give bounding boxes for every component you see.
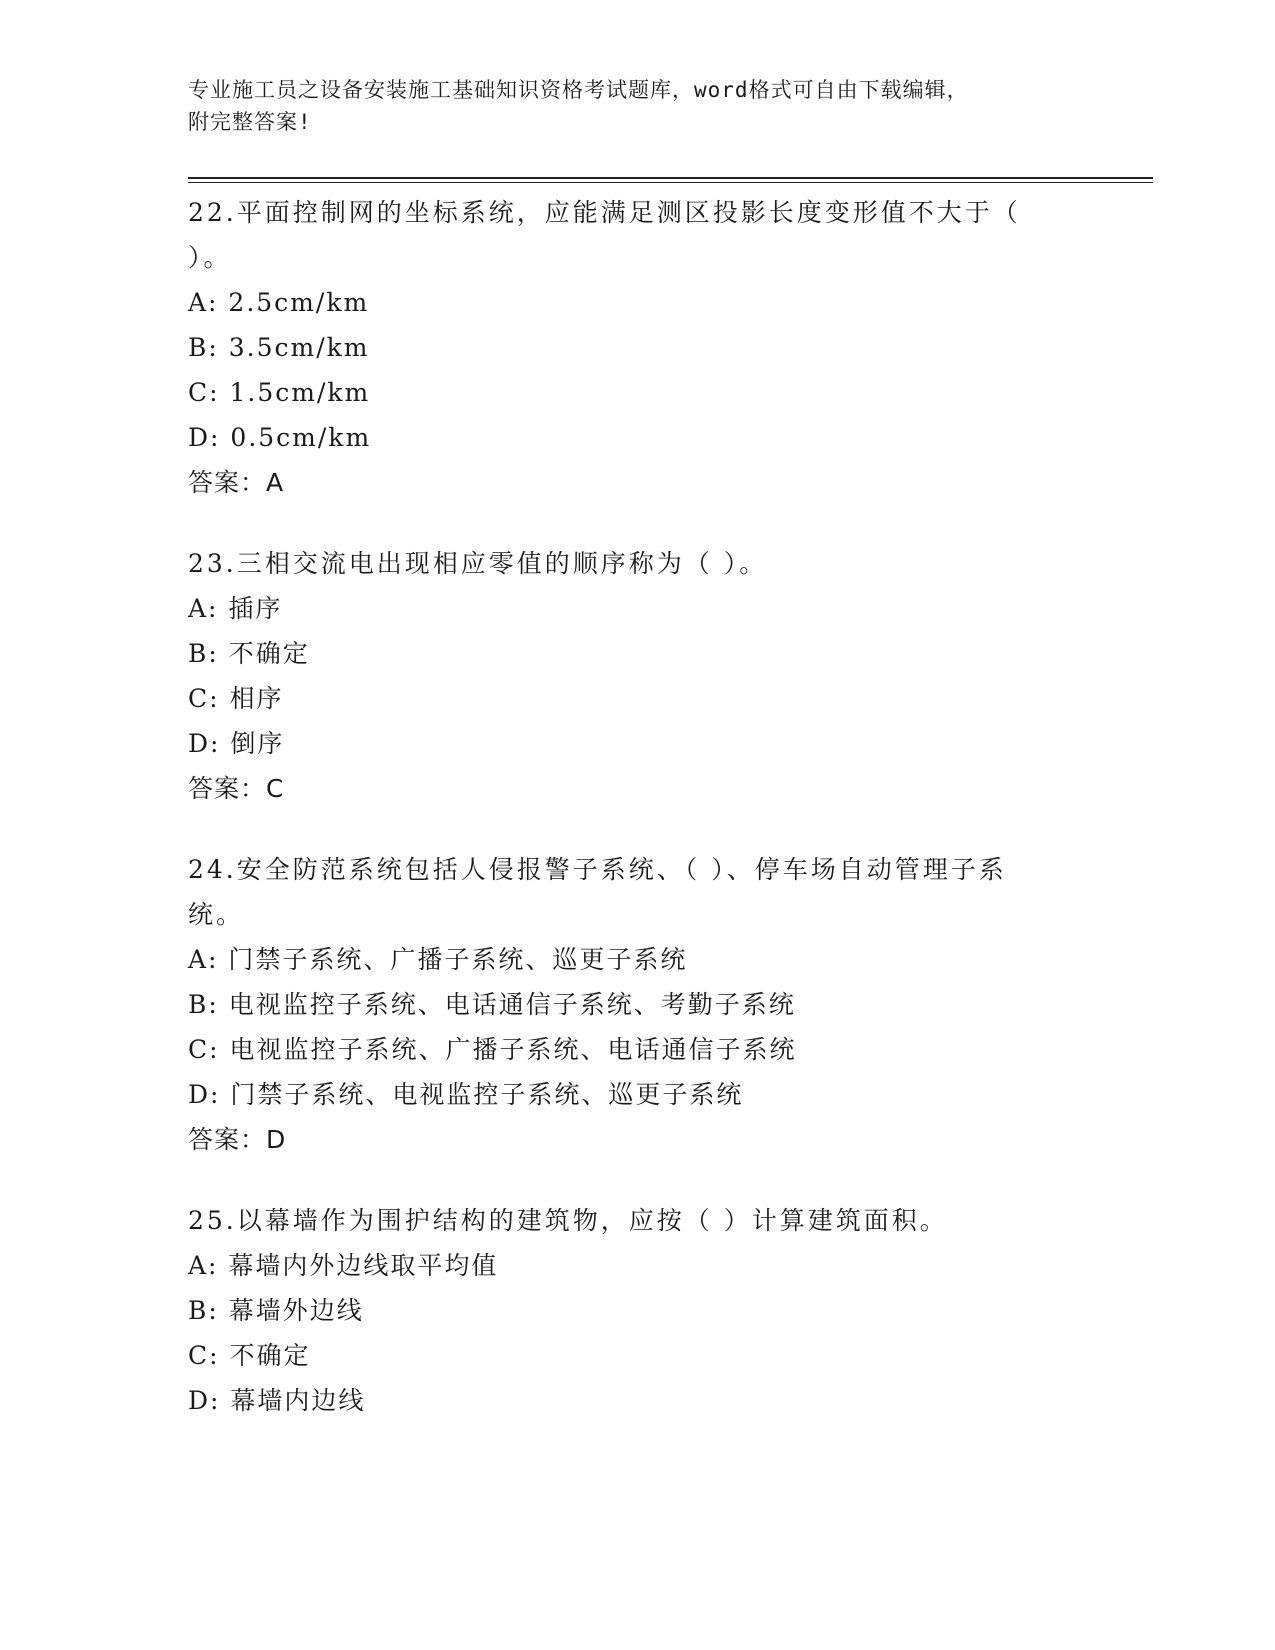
header-divider-thin — [188, 182, 1153, 183]
option-c: C: 电视监控子系统、广播子系统、电话通信子系统 — [188, 1035, 797, 1064]
question-stem-line: 22.平面控制网的坐标系统，应能满足测区投影长度变形值不大于（ — [188, 198, 1021, 227]
option-c: C: 1.5cm/km — [188, 378, 371, 407]
answer-line: 答案：A — [188, 468, 285, 497]
answer-line: 答案：D — [188, 1125, 287, 1154]
option-a: A: 门禁子系统、广播子系统、巡更子系统 — [188, 945, 688, 974]
option-a: A: 幕墙内外边线取平均值 — [188, 1251, 499, 1280]
option-c: C: 相序 — [188, 684, 284, 713]
question-stem-line: 24.安全防范系统包括人侵报警子系统、（ ）、停车场自动管理子系 — [188, 855, 1007, 884]
option-d: D: 倒序 — [188, 729, 285, 758]
question-stem — [188, 541, 1068, 586]
question-stem — [188, 847, 1068, 937]
question-23 — [188, 541, 1068, 811]
option-b: B: 电视监控子系统、电话通信子系统、考勤子系统 — [188, 990, 796, 1019]
answer-line: 答案：C — [188, 774, 285, 803]
question-stem — [188, 1198, 1068, 1243]
option-b: B: 幕墙外边线 — [188, 1296, 364, 1325]
question-stem-line: ）。 — [188, 243, 232, 272]
question-stem-line: 统。 — [188, 900, 245, 929]
question-stem — [188, 190, 1068, 280]
option-b: B: 不确定 — [188, 639, 310, 668]
option-d: D: 0.5cm/km — [188, 423, 372, 452]
question-stem-line: 25.以幕墙作为围护结构的建筑物，应按（ ）计算建筑面积。 — [188, 1206, 948, 1235]
header-line-2: 附完整答案! — [188, 110, 312, 134]
header-line-1: 专业施工员之设备安装施工基础知识资格考试题库，word格式可自由下载编辑， — [188, 78, 969, 102]
option-d: D: 门禁子系统、电视监控子系统、巡更子系统 — [188, 1080, 744, 1109]
option-a: A: 插序 — [188, 594, 283, 623]
option-a: A: 2.5cm/km — [188, 288, 370, 317]
question-24 — [188, 847, 1068, 1162]
question-22 — [188, 190, 1068, 505]
question-stem-line: 23.三相交流电出现相应零值的顺序称为（ ）。 — [188, 549, 768, 578]
header-divider-thick — [188, 177, 1153, 179]
document-header — [188, 74, 1068, 138]
option-c: C: 不确定 — [188, 1341, 311, 1370]
question-25 — [188, 1198, 1068, 1423]
option-d: D: 幕墙内边线 — [188, 1386, 366, 1415]
question-list — [188, 190, 1068, 1459]
option-b: B: 3.5cm/km — [188, 333, 370, 362]
